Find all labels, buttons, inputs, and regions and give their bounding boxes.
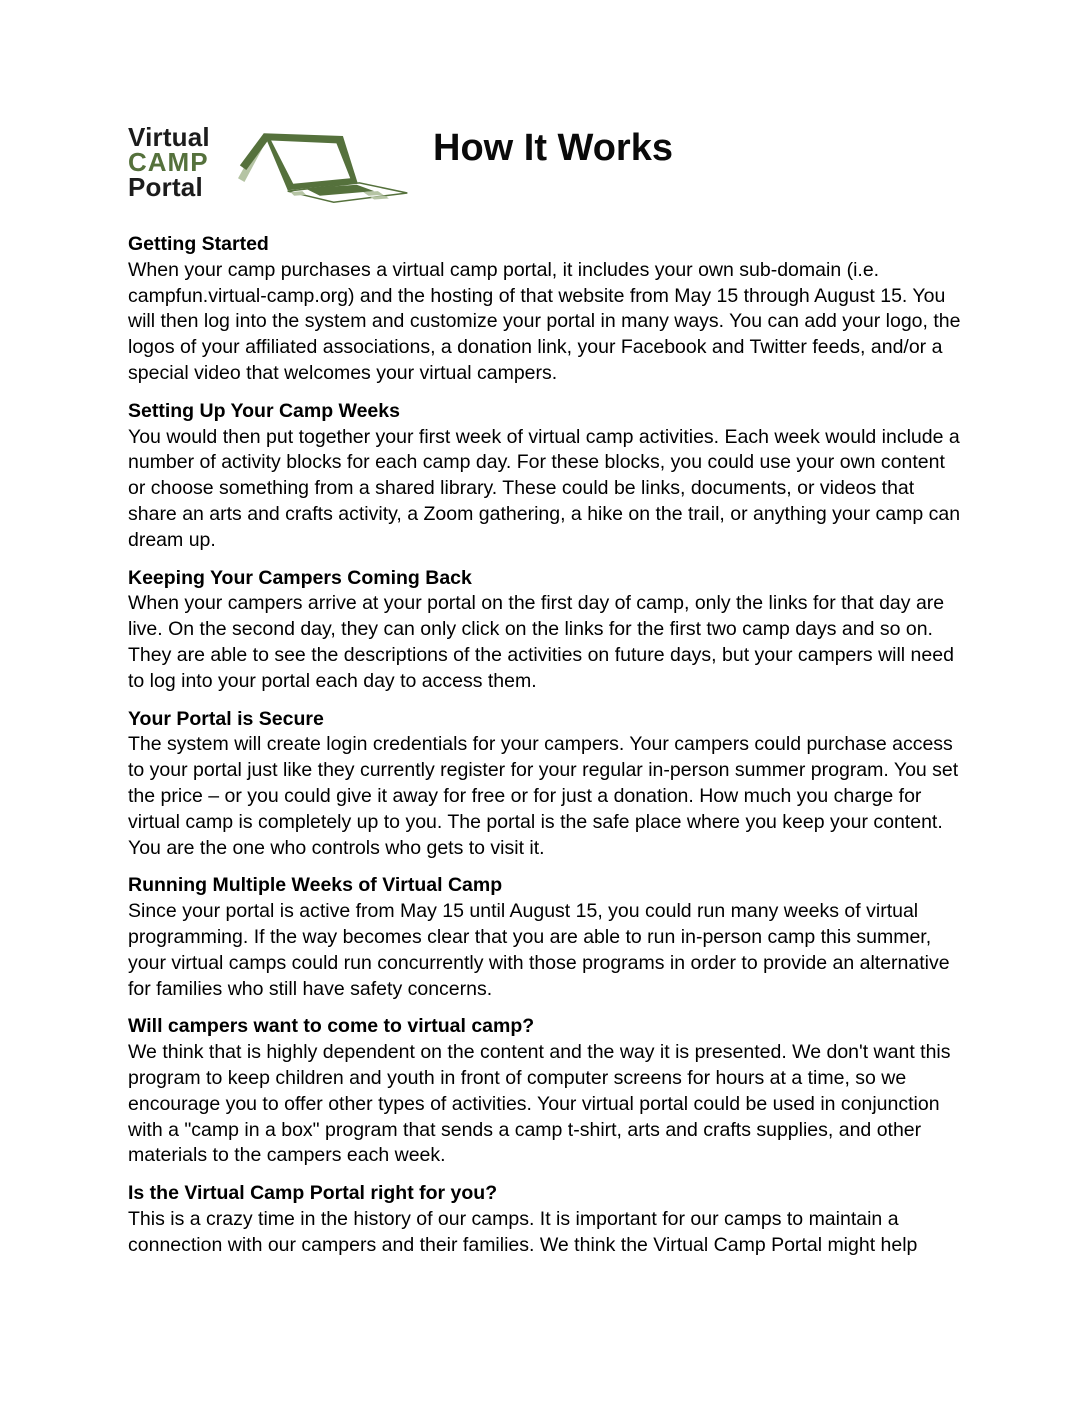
- section-paragraph: We think that is highly dependent on the content and the way it is presented. We don't want this program to keep children and youth in front of computer screens for hours at a time, so we encourage you to offer other types of activities. Your virtual portal could be used in conjunction with a "camp in a box" program that sends a camp t-shirt, arts and crafts supplies, and other materials to the campers each week.: [128, 1041, 951, 1167]
- section-heading: Your Portal is Secure: [128, 707, 324, 730]
- section-keeping-campers-coming-back: [128, 566, 963, 695]
- logo-word-camp: CAMP: [128, 147, 209, 177]
- section-portal-is-secure: [128, 707, 963, 862]
- section-heading: Running Multiple Weeks of Virtual Camp: [128, 874, 503, 897]
- section-right-for-you: [128, 1181, 963, 1258]
- section-getting-started: [128, 232, 963, 387]
- section-heading: Setting Up Your Camp Weeks: [128, 399, 400, 422]
- section-heading: Is the Virtual Camp Portal right for you?: [128, 1182, 498, 1205]
- section-heading: Keeping Your Campers Coming Back: [128, 566, 472, 589]
- document-body: [128, 232, 963, 1258]
- section-paragraph: You would then put together your first week of virtual camp activities. Each week would include a number of activity blocks for each camp day. For these blocks, you could use your own content or choose something from a shared library. These could be links, documents, or videos that share an arts and crafts activity, a Zoom gathering, a hike on the trail, or anything your camp can dream up.: [128, 425, 961, 551]
- section-heading: Getting Started: [128, 233, 269, 255]
- section-setting-up-camp-weeks: [128, 399, 963, 554]
- section-paragraph: Since your portal is active from May 15 until August 15, you could run many weeks of virtual programming. If the way becomes clear that you are able to run in-person camp this summer, your virtual camps could run concurrently with those programs in order to provide an alternative for families who still have safety concerns.: [128, 900, 950, 1000]
- section-paragraph: This is a crazy time in the history of our camps. It is important for our camps to maintain a connection with our campers and their families. We think the Virtual Camp Portal might help: [128, 1207, 918, 1256]
- page-title: How It Works: [433, 127, 673, 169]
- section-paragraph: When your camp purchases a virtual camp portal, it includes your own sub-domain (i.e. campfun.virtual-camp.org) and the hosting of that website from May 15 through August 15. You will then log into the system and customize your portal in many ways. You can add your logo, the logos of your affiliated associations, a donation link, your Facebook and Twitter feeds, and/or a special video that welcomes your virtual campers.: [128, 258, 961, 384]
- logo-word-virtual: Virtual: [128, 122, 210, 152]
- document-content: [128, 118, 963, 1258]
- section-running-multiple-weeks: [128, 873, 963, 1002]
- document-header: [128, 118, 963, 214]
- logo-word-portal: Portal: [128, 172, 203, 202]
- logo-wordmark: [128, 118, 226, 200]
- section-paragraph: The system will create login credentials for your campers. Your campers could purchase access to your portal just like they currently register for your regular in-person summer program. You set the price – or you could give it away for free or for just a donation. How much you charge for virtual camp is completely up to you. The portal is the safe place where you keep your content. You are the one who controls who gets to visit it.: [128, 733, 959, 859]
- section-will-campers-want-to-come: [128, 1014, 963, 1169]
- section-heading: Will campers want to come to virtual camp?: [128, 1015, 535, 1038]
- section-paragraph: When your campers arrive at your portal on the first day of camp, only the links for that day are live. On the second day, they can only click on the links for the first two camp days and so on. They are able to see the descriptions of the activities on future days, but your campers will need to log into your portal each day to access them.: [128, 592, 954, 692]
- laptop-tent-logo-icon: [232, 124, 417, 221]
